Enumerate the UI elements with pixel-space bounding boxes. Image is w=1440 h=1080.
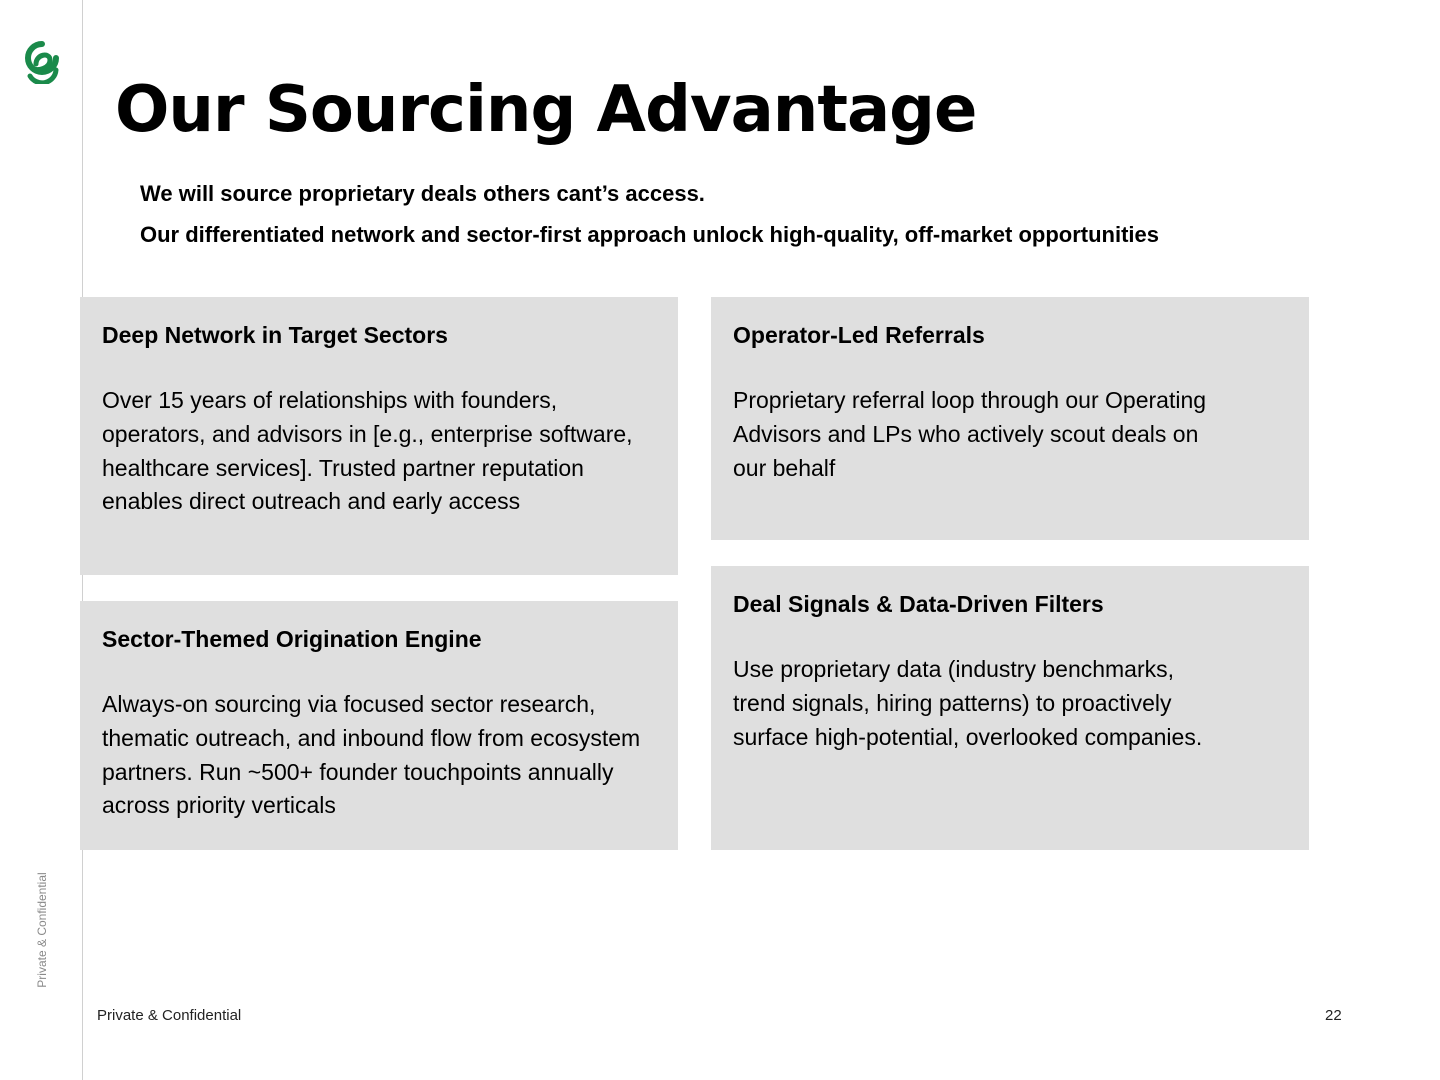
page-title: Our Sourcing Advantage xyxy=(115,73,977,147)
link-loop-icon xyxy=(22,40,62,84)
card-body: Use proprietary data (industry benchmarks, trend signals, hiring patterns) to proactively surface high-potential, overlooked companies. xyxy=(733,656,1203,750)
card-title: Deal Signals & Data-Driven Filters xyxy=(733,591,1104,617)
vertical-confidential-label: Private & Confidential xyxy=(35,872,49,988)
card-title: Sector-Themed Origination Engine xyxy=(102,626,482,652)
card-body: Always-on sourcing via focused sector research, thematic outreach, and inbound flow from ecosystem partners. Run ~500+ founder touchpoints annually across priority verticals xyxy=(102,691,641,819)
card-body: Over 15 years of relationships with founders, operators, and advisors in [e.g., enterprise software, healthcare services]. Trusted partner reputation enables direct outreach and early access xyxy=(102,387,633,515)
card-deal-signals xyxy=(711,566,1309,850)
card-operator-referrals xyxy=(711,297,1309,540)
footer-confidential-label: Private & Confidential xyxy=(97,1007,242,1024)
card-origination-engine xyxy=(80,601,678,850)
card-body: Proprietary referral loop through our Operating Advisors and LPs who actively scout deals on our behalf xyxy=(733,387,1207,481)
page-number: 22 xyxy=(1325,1007,1342,1024)
card-title: Deep Network in Target Sectors xyxy=(102,322,448,348)
card-title: Operator-Led Referrals xyxy=(733,322,985,348)
subtitle-line-1: We will source proprietary deals others cant’s access. xyxy=(140,181,705,206)
card-deep-network xyxy=(80,297,678,575)
subtitle-line-2: Our differentiated network and sector-first approach unlock high-quality, off-market opportunities xyxy=(140,222,1160,247)
